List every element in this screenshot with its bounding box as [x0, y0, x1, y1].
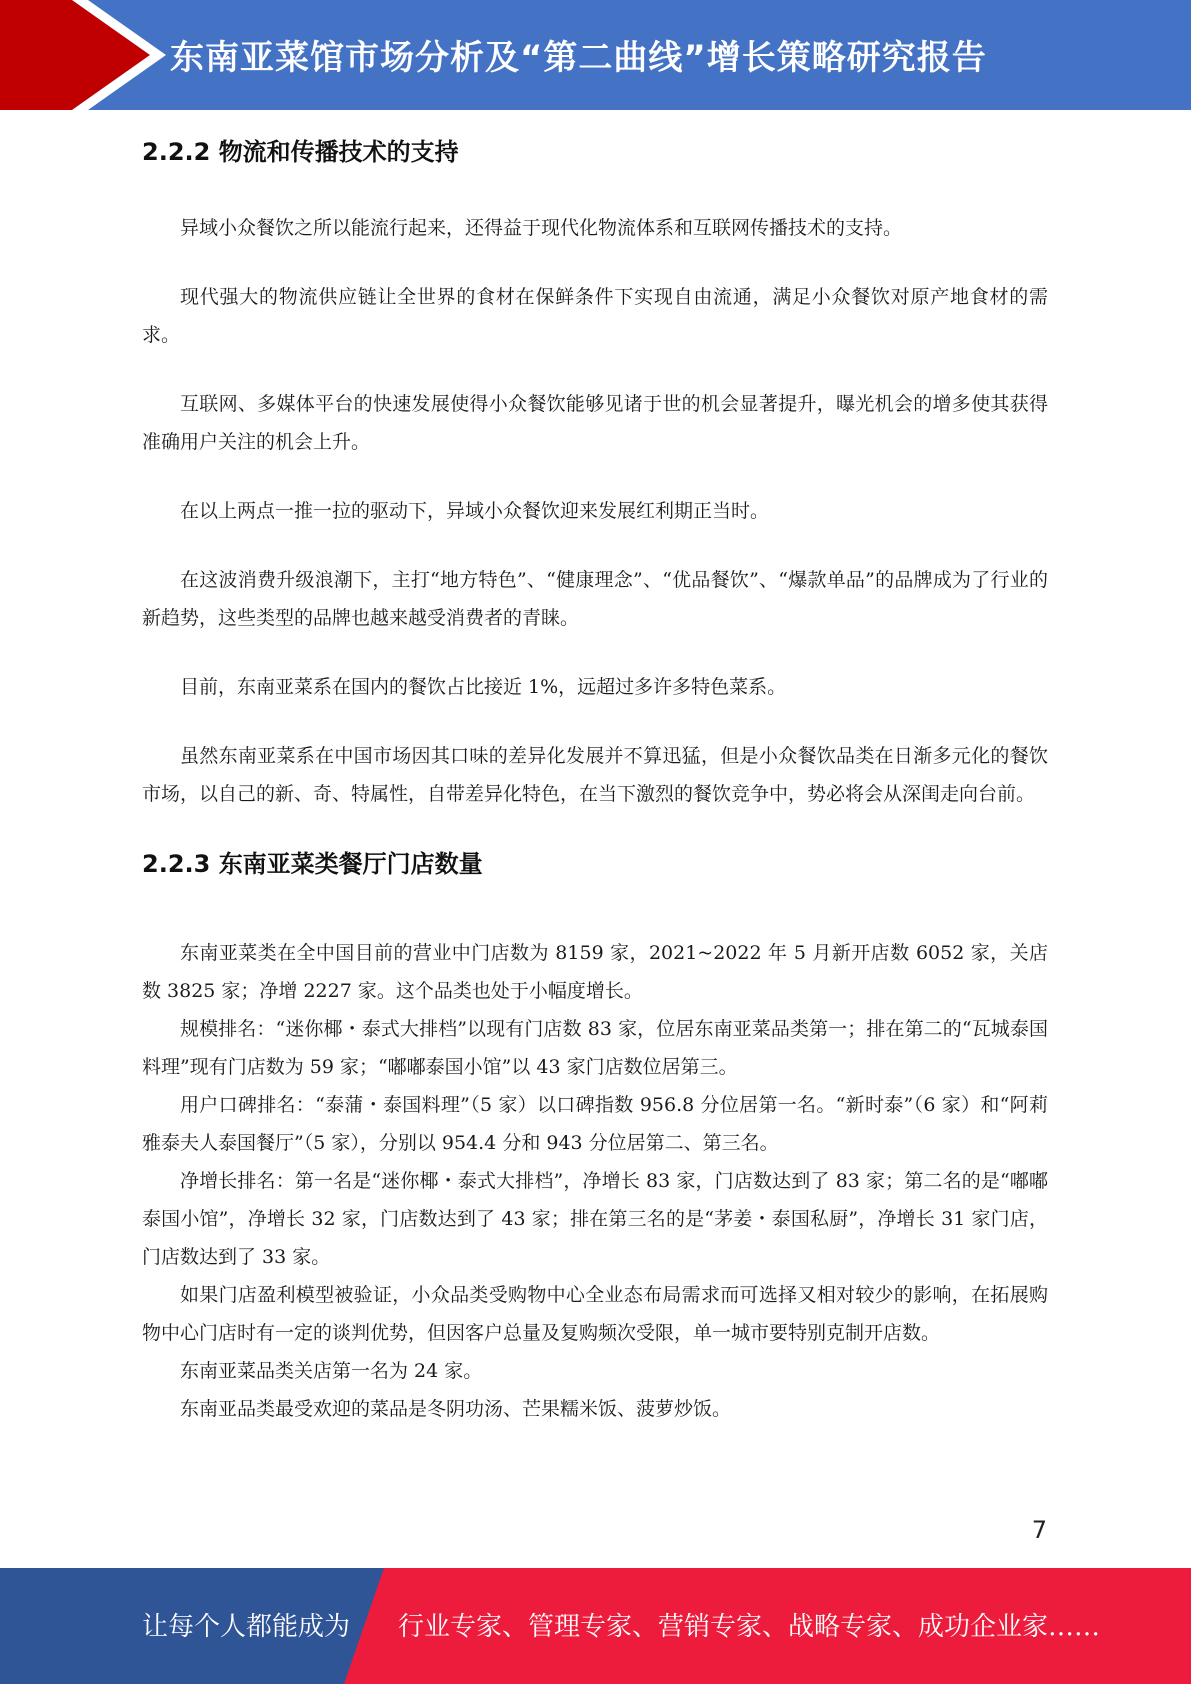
section-2-2-2 [142, 132, 1048, 813]
paragraph: 互联网、多媒体平台的快速发展使得小众餐饮能够见诸于世的机会显著提升，曝光机会的增多使其获得准确用户关注的机会上升。 [142, 393, 1048, 453]
paragraph: 规模排名：“迷你椰・泰式大排档”以现有门店数 83 家，位居东南亚菜品类第一；排在第二的“瓦城泰国料理”现有门店数为 59 家；“嘟嘟泰国小馆”以 43 家门店数位居第三。 [142, 1018, 1048, 1078]
section-heading: 2.2.2 物流和传播技术的支持 [142, 138, 459, 166]
page-body [142, 120, 1048, 1428]
page-number: 7 [1031, 1516, 1047, 1544]
footer-slogan-left: 让每个人都能成为 [142, 1612, 351, 1642]
paragraph: 东南亚菜品类关店第一名为 24 家。 [180, 1360, 483, 1382]
report-title: 东南亚菜馆市场分析及“第二曲线”增长策略研究报告 [170, 38, 987, 78]
header-banner [0, 0, 1191, 110]
paragraph: 异域小众餐饮之所以能流行起来，还得益于现代化物流体系和互联网传播技术的支持。 [180, 217, 903, 239]
paragraph: 如果门店盈利模型被验证，小众品类受购物中心全业态布局需求而可选择又相对较少的影响，在拓展购物中心门店时有一定的谈判优势，但因客户总量及复购频次受限，单一城市要特别克制开店数。 [142, 1284, 1048, 1344]
paragraph: 东南亚品类最受欢迎的菜品是冬阴功汤、芒果糯米饭、菠萝炒饭。 [180, 1398, 732, 1420]
paragraph: 在这波消费升级浪潮下，主打“地方特色”、“健康理念”、“优品餐饮”、“爆款单品”的品牌成为了行业的新趋势，这些类型的品牌也越来越受消费者的青睐。 [142, 569, 1048, 629]
paragraph: 在以上两点一推一拉的驱动下，异域小众餐饮迎来发展红利期正当时。 [180, 500, 770, 522]
paragraph: 净增长排名：第一名是“迷你椰・泰式大排档”，净增长 83 家，门店数达到了 83 家；第二名的是“嘟嘟泰国小馆”，净增长 32 家，门店数达到了 43 家；排在第三名的是“茅姜・泰国私厨”，净增长 31 家门店，门店数达到了 33 家。 [142, 1170, 1048, 1268]
paragraph: 现代强大的物流供应链让全世界的食材在保鲜条件下实现自由流通，满足小众餐饮对原产地食材的需求。 [142, 286, 1048, 346]
section-2-2-3 [142, 844, 1048, 1428]
footer-slogan-right: 行业专家、管理专家、营销专家、战略专家、成功企业家…… [398, 1612, 1101, 1642]
paragraph: 用户口碑排名：“泰蒲・泰国料理”（5 家）以口碑指数 956.8 分位居第一名。“新时泰”（6 家）和“阿莉雅泰夫人泰国餐厅”（5 家），分别以 954.4 分和 943 分位居第二、第三名。 [142, 1094, 1048, 1154]
footer-banner [0, 1568, 1191, 1684]
paragraph: 东南亚菜类在全中国目前的营业中门店数为 8159 家，2021~2022 年 5 月新开店数 6052 家，关店数 3825 家；净增 2227 家。这个品类也处于小幅度增长。 [142, 942, 1048, 1002]
section-heading: 2.2.3 东南亚菜类餐厅门店数量 [142, 850, 483, 878]
paragraph: 虽然东南亚菜系在中国市场因其口味的差异化发展并不算迅猛，但是小众餐饮品类在日渐多元化的餐饮市场，以自己的新、奇、特属性，自带差异化特色，在当下激烈的餐饮竞争中，势必将会从深闺走向台前。 [142, 745, 1048, 805]
paragraph: 目前，东南亚菜系在国内的餐饮占比接近 1%，远超过多许多特色菜系。 [180, 676, 787, 698]
